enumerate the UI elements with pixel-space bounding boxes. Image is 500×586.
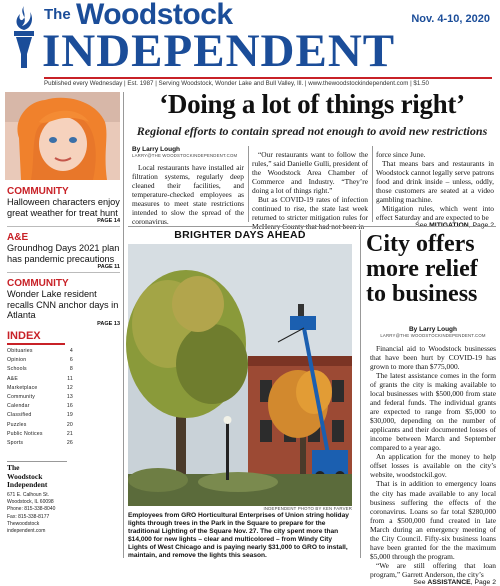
address-web-1[interactable]: Thewoodstock	[7, 520, 40, 527]
index-item[interactable]	[7, 357, 73, 366]
index-item-name: Schools	[7, 366, 27, 373]
photo-credit: INDEPENDENT PHOTO BY KEN FARVER	[263, 506, 352, 511]
index-item-page: 21	[66, 430, 73, 437]
photo-story-divider	[360, 230, 361, 558]
rail-photo-child-costume	[5, 92, 120, 180]
index-item[interactable]	[7, 412, 73, 421]
index-item-page: 12	[66, 384, 73, 391]
index-item[interactable]	[7, 422, 73, 431]
index-item-name: Marketplace	[7, 384, 38, 391]
address-phone: Phone: 815-338-8040	[7, 506, 56, 513]
address-web-2[interactable]: independent.com	[7, 528, 46, 535]
relief-byline-email[interactable]: LARRY@THE WOODSTOCKINDEPENDENT.COM	[380, 333, 486, 338]
masthead-woodstock: Woodstock	[76, 0, 233, 31]
lead-column-1	[132, 146, 244, 226]
address-name-woodstock: Woodstock	[7, 471, 43, 481]
index-item-name: Calendar	[7, 403, 30, 410]
lead-byline: By Larry Lough	[132, 146, 181, 153]
index-item-page: 11	[67, 375, 73, 382]
index-item[interactable]	[7, 376, 73, 385]
index-title: INDEX	[7, 330, 41, 342]
lights-photo[interactable]	[128, 244, 352, 506]
index-box	[7, 330, 120, 449]
teaser-community-halloween[interactable]	[7, 186, 120, 227]
section-divider	[128, 226, 496, 227]
teaser-text: Wonder Lake resident recalls CNN anchor days in Atlanta	[7, 289, 119, 321]
index-list	[7, 348, 120, 449]
index-item[interactable]	[7, 385, 73, 394]
rail-divider	[123, 92, 124, 558]
issue-date: Nov. 4-10, 2020	[411, 13, 490, 25]
index-item-page: 20	[66, 421, 73, 428]
index-item[interactable]	[7, 403, 73, 412]
index-item-page: 6	[69, 357, 73, 364]
teaser-community-cnn[interactable]	[7, 278, 120, 327]
lead-deck: Regional efforts to contain spread not enough to avoid new restrictions	[136, 124, 488, 138]
index-item[interactable]	[7, 394, 73, 403]
assistance-jump-link[interactable]: See ASSISTANCE, Page 2	[413, 578, 496, 586]
teaser-label: COMMUNITY	[7, 186, 69, 197]
index-item[interactable]	[7, 366, 73, 375]
relief-text: Financial aid to Woodstock businesses that have been hurt by COVID-19 has grown to more than $775,000. The latest assistance comes in the form of grants the city is making available to local businesses with $500,000 from state and federal funds. The individual grants are expected to range from $5,000 to $30,000, depending on the number of applicants and their documented losses of income between March and September compared to a year ago. An application for the money to help offset losses is available on the city’s website, woodstockil.gov. That is in addition to emergency loans the city has made available to any local business suffering the effects of the coronavirus. Loans so far total $280,000 from a $500,000 fund created in late March during an emergency meeting of the City Council. Fifty-six business loans have been granted for the the maximum $5,000 through the program. “We are still offering that loan program,” Garrett Anderson, the city’s	[370, 344, 496, 579]
address-name-independent: Independent	[7, 480, 48, 490]
publisher-address	[7, 461, 67, 535]
index-rule	[7, 343, 65, 345]
photo-caption: Employees from GRO Horticultural Enterprises of Union string holiday lights through trees in the Park in the Square to prepare for the traditional Lighting of the Square Nov. 27. The city spent more than $14,000 for new lights – clear and multicolored – from Windy City Lights of West Chicago and is paying nearly $31,000 to GRO to install, maintain, and remove the lights this season.	[128, 512, 349, 559]
lead-headline[interactable]: ‘Doing a lot of things right’	[159, 89, 465, 119]
lead-column-divider-1	[248, 146, 249, 222]
relief-story	[370, 326, 496, 586]
index-item[interactable]	[7, 431, 73, 440]
left-rail	[5, 92, 120, 558]
index-item-page: 19	[66, 412, 73, 419]
address-fax: Fax: 815-338-8177	[7, 513, 50, 520]
teaser-divider	[7, 226, 120, 227]
masthead-the: The	[44, 6, 71, 23]
lead-column-3	[376, 150, 494, 229]
index-item-page: 13	[66, 393, 73, 400]
publication-info: Published every Wednesday | Est. 1987 | Serving Woodstock, Wonder Lake and Bull Valley, Ill. | www.thewoodstockindependent.com | $1.50	[44, 80, 429, 87]
teaser-ae-groundhog[interactable]	[7, 232, 120, 273]
torch-logo-icon	[8, 4, 40, 70]
lead-col1-text: Local restaurants have installed air filtration systems, regularly deep cleaned their facilities, and temperature-checked employees as measures to meet state restrictions intended to slow the spread of the coronavirus.	[132, 163, 244, 227]
address-city: Woodstock, IL 60098	[7, 499, 54, 506]
teaser-text: Groundhog Days 2021 plan has pandemic precautions	[7, 243, 120, 264]
teaser-label: A&E	[7, 232, 29, 243]
teaser-page: PAGE 14	[97, 218, 120, 225]
relief-headline[interactable]: City offers more relief to business	[366, 231, 478, 308]
teaser-text: Halloween characters enjoy great weather for treat hunt	[7, 197, 120, 218]
index-item-page: 16	[66, 403, 73, 410]
teaser-page: PAGE 13	[97, 320, 120, 327]
index-item-name: Classified	[7, 412, 32, 419]
lead-col3-text: force since June. That means bars and restaurants in Woodstock cannot legally serve patrons food and drink inside – unless, oddly, those customers are seated at a video gambling machine. Mitigation rules, which went into effect Saturday and are expected to be	[376, 150, 494, 223]
index-item-name: Opinion	[7, 357, 27, 364]
index-item-name: Sports	[7, 439, 24, 446]
lead-column-divider-2	[372, 146, 373, 222]
masthead	[0, 0, 500, 82]
address-street: 671 E. Calhoun St.	[7, 491, 49, 498]
address-name-the: The	[7, 463, 20, 472]
index-item-name: Puzzles	[7, 421, 27, 428]
index-item-name: Obituaries	[7, 348, 33, 354]
index-item-page: 26	[66, 439, 73, 446]
masthead-rule	[44, 77, 492, 79]
index-item-name: Public Notices	[7, 430, 43, 437]
teaser-label: COMMUNITY	[7, 278, 69, 289]
index-item[interactable]	[7, 348, 73, 357]
lead-byline-email[interactable]: LARRY@THE WOODSTOCKINDEPENDENT.COM	[132, 153, 238, 158]
index-item[interactable]	[7, 440, 73, 449]
index-item-page: 4	[69, 348, 73, 354]
index-item-page: 8	[69, 366, 73, 373]
lead-column-2	[252, 150, 368, 231]
index-item-name: Community	[7, 393, 36, 400]
relief-byline: By Larry Lough	[408, 326, 458, 333]
index-item-name: A&E	[7, 375, 18, 382]
lead-col2-text: “Our restaurants want to follow the rules,” said Danielle Gulli, president of the Woodstock Area Chamber of Commerce and Industry. “They’re doing a lot of things right.” But as COVID-19 rates of infection continued to rise, the state last week returned to stricter mitigation rules for	[252, 150, 368, 223]
teaser-divider	[7, 272, 120, 273]
masthead-independent: INDEPENDENT	[42, 25, 396, 77]
teaser-page: PAGE 11	[97, 264, 120, 271]
photo-label: BRIGHTER DAYS AHEAD	[174, 229, 306, 241]
